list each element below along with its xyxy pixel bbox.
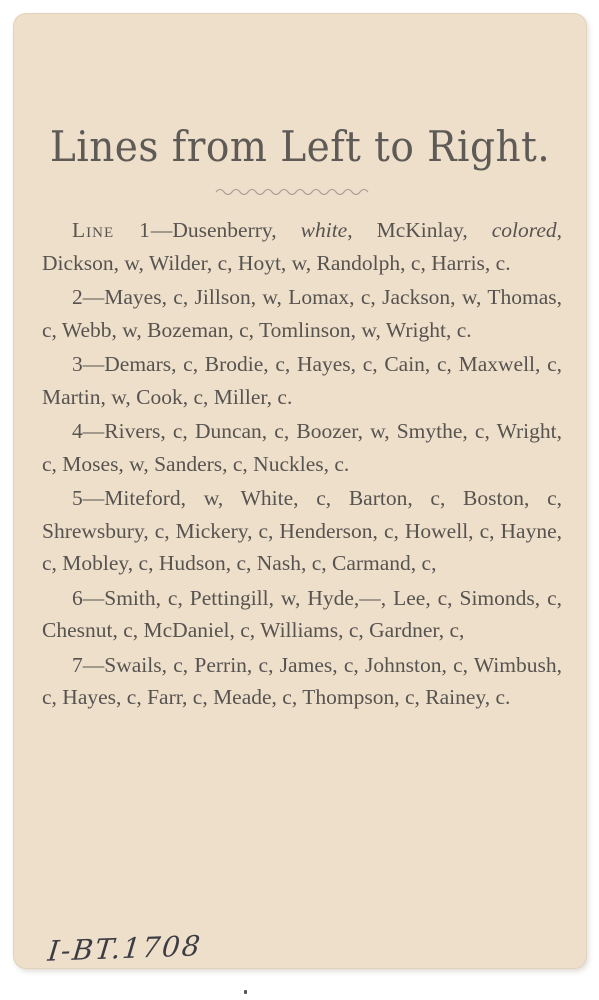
handwritten-catalog-number: I-BT.1708: [46, 929, 204, 968]
line-entry-5: [42, 482, 562, 580]
line-text: —Smith, c, Pettingill, w, Hyde,—, Lee, c, Simonds, c, Chesnut, c, McDaniel, c, Williams, c, Gardner, c,: [42, 585, 562, 642]
line-entry-6: [42, 582, 562, 647]
line-label: 5: [72, 486, 83, 510]
line-text: —Swails, c, Perrin, c, James, c, Johnston, c, Wimbush, c, Hayes, c, Farr, c, Meade, c, Thompson, c, Rainey, c.: [42, 652, 562, 709]
line-text-italic: colored: [491, 218, 557, 242]
line-entry-1: [42, 214, 562, 279]
ornament-divider: [214, 186, 374, 198]
card-title: Lines from Left to Right.: [49, 122, 551, 171]
line-label: 4: [72, 419, 83, 443]
line-text: —Mayes, c, Jillson, w, Lomax, c, Jackson, w, Thomas, c, Webb, w, Bozeman, c, Tomlinson, w, Wright, c.: [42, 285, 562, 342]
dust-speck: [244, 990, 247, 994]
line-text: —Demars, c, Brodie, c, Hayes, c, Cain, c, Maxwell, c, Martin, w, Cook, c, Miller, c.: [42, 352, 562, 409]
line-label: 3: [72, 352, 83, 376]
line-text: —Rivers, c, Duncan, c, Boozer, w, Smythe, c, Wright, c, Moses, w, Sanders, c, Nuckles, c.: [42, 419, 562, 476]
line-label: Line 1: [72, 218, 151, 242]
line-text: —Dusenberry,: [150, 218, 301, 242]
lines-list: [42, 214, 562, 716]
line-text: , Dickson, w, Wilder, c, Hoyt, w, Randolph, c, Harris, c.: [42, 218, 563, 275]
line-label: 6: [72, 585, 83, 610]
line-label: 7: [72, 652, 83, 677]
line-entry-4: [42, 415, 562, 480]
line-text: , McKinlay,: [347, 218, 492, 242]
line-entry-3: [42, 348, 562, 413]
line-entry-7: [42, 649, 562, 714]
photo-card: [14, 14, 586, 968]
line-entry-2: [42, 281, 562, 346]
line-text: —Miteford, w, White, c, Barton, c, Boston, c, Shrewsbury, c, Mickery, c, Henderson, c, Howell, c, Hayne, c, Mobley, c, Hudson, c, Nash, c, Carmand, c,: [42, 486, 562, 575]
line-text-italic: white: [300, 218, 348, 242]
line-label: 2: [72, 285, 83, 309]
